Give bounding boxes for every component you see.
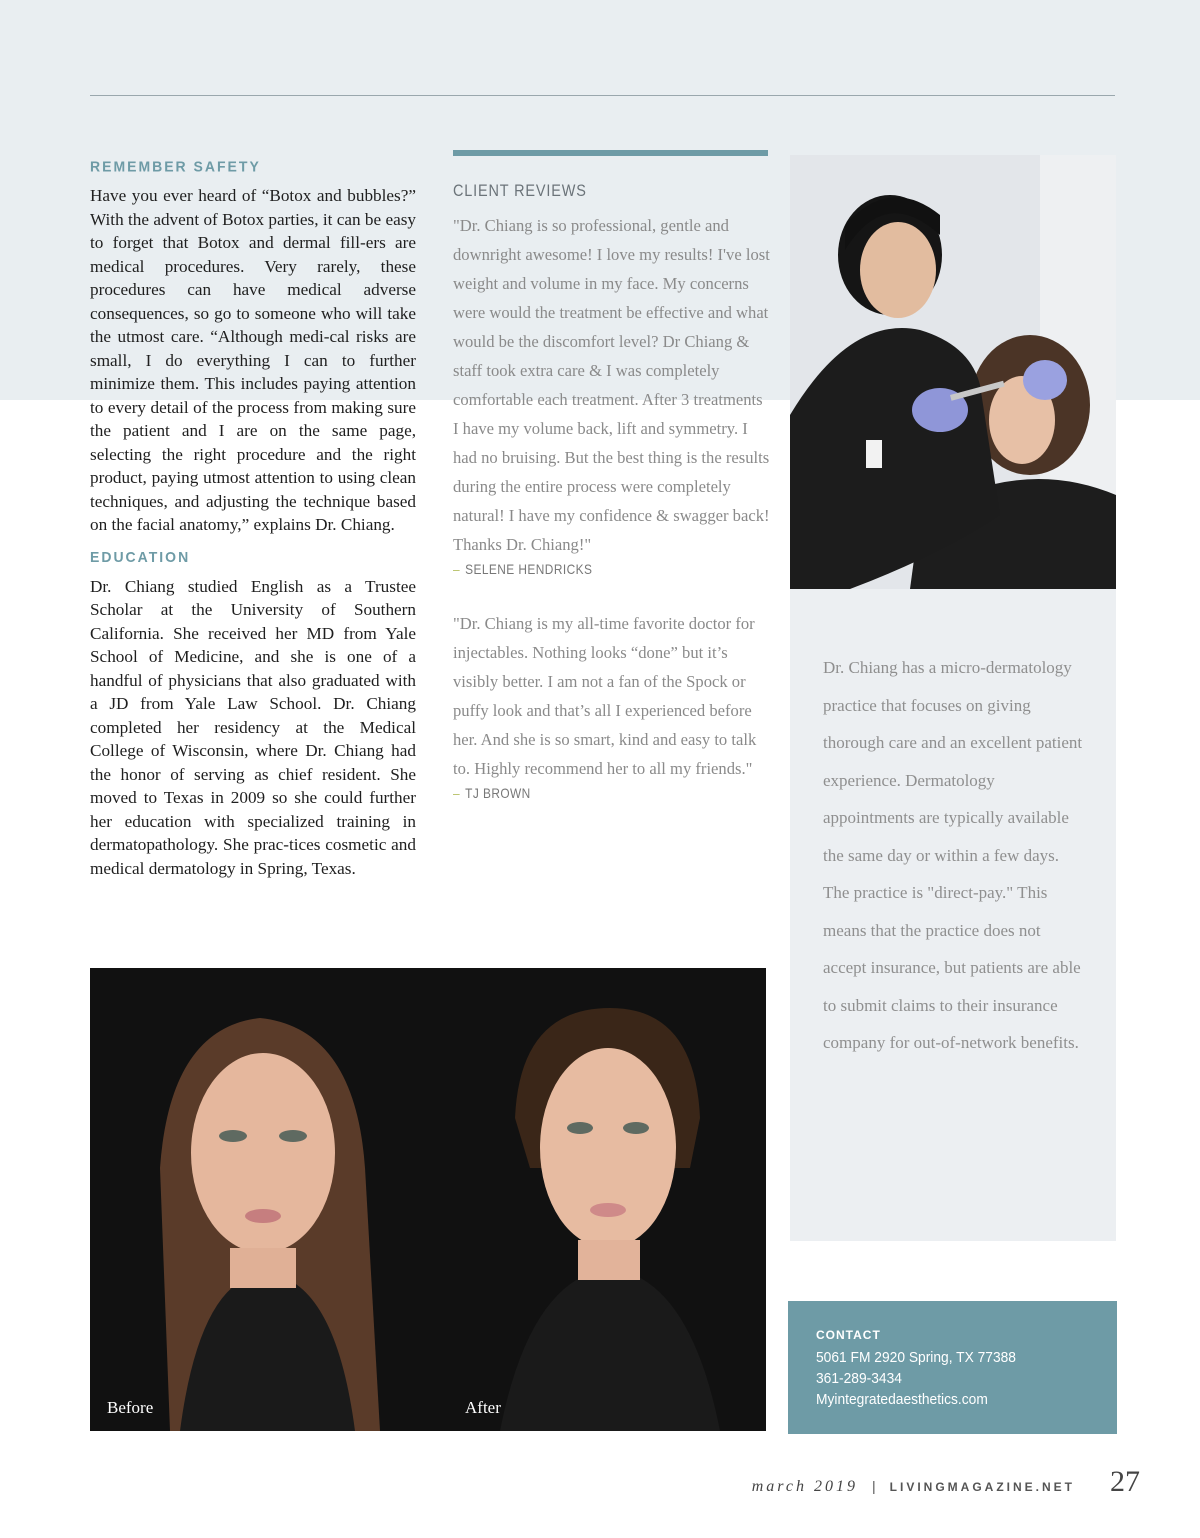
review-author-name: SELENE HENDRICKS bbox=[465, 561, 593, 577]
contact-box bbox=[788, 1301, 1117, 1434]
review-author-1 bbox=[453, 561, 723, 577]
contact-address: 5061 FM 2920 Spring, TX 77388 bbox=[816, 1349, 1016, 1366]
review-author-name: TJ BROWN bbox=[465, 785, 531, 801]
practice-info-box bbox=[790, 589, 1116, 1241]
dash-icon: – bbox=[453, 785, 461, 801]
contact-phone[interactable]: 361-289-3434 bbox=[816, 1370, 902, 1387]
before-after-illustration bbox=[90, 968, 766, 1431]
page-number: 27 bbox=[1110, 1465, 1140, 1498]
footer-separator: | bbox=[872, 1478, 876, 1494]
after-label: After bbox=[465, 1398, 501, 1417]
review-quote-1: "Dr. Chiang is so professional, gentle and downright awesome! I love my results! I've lost weight and volume in my face. My concerns were would the treatment be effective and what would be the discomfort level? Dr Chiang & staff took extra care & I was completely comfortable each treatment. After 3 treatments I have my volume back, lift and symmetry. I had no bruising. But the best thing is the results during the entire process were completely natural! I have my confidence & swagger back! Thanks Dr. Chiang!" bbox=[453, 216, 770, 554]
contact-content bbox=[816, 1328, 1033, 1410]
reviews-accent-bar bbox=[453, 150, 768, 156]
safety-heading: REMEMBER SAFETY bbox=[90, 157, 261, 175]
page-footer bbox=[752, 1465, 1140, 1499]
doctor-illustration bbox=[790, 155, 1116, 589]
review-author-2 bbox=[453, 785, 723, 801]
contact-heading: CONTACT bbox=[816, 1328, 881, 1342]
top-divider bbox=[90, 95, 1115, 96]
review-quote-2: "Dr. Chiang is my all-time favorite doctor for injectables. Nothing looks “done” but it’s visibly better. I am not a fan of the Spock or puffy look and that’s all I experienced before her. And she is so smart, kind and easy to talk to. Highly recommend her to all my friends." bbox=[453, 614, 757, 778]
before-label: Before bbox=[107, 1398, 154, 1417]
reviews-heading: CLIENT REVIEWS bbox=[453, 181, 587, 200]
dash-icon: – bbox=[453, 561, 461, 577]
safety-body: Have you ever heard of “Botox and bubbles?” With the advent of Botox parties, it can be easy to forget that Botox and dermal fill-ers are medical procedures. Very rarely, these procedures can have medical adverse consequences, so go to someone who will take the utmost care. “Although medi-cal risks are small, I do everything I can to further minimize them. This includes paying attention to every detail of the process from making sure the patient and I are on the same page, selecting the right procedure and the right product, paying utmost attention to using clean techniques, and adjusting the technique based on the facial anatomy,” explains Dr. Chiang. bbox=[90, 186, 416, 534]
practice-info-text: Dr. Chiang has a micro-dermatology practice that focuses on giving thorough care and an excellent patient experience. Dermatology appointments are typically available the same day or within a few days. The practice is "direct-pay." This means that the practice does not accept insurance, but patients are able to submit claims to their insurance company for out-of-network benefits. bbox=[823, 658, 1083, 1052]
main-column bbox=[90, 158, 416, 888]
magazine-site[interactable]: LIVINGMAGAZINE.NET bbox=[889, 1480, 1075, 1494]
doctor-photo bbox=[790, 155, 1116, 589]
reviews-column bbox=[453, 150, 771, 801]
issue-date: march 2019 bbox=[751, 1478, 859, 1495]
contact-website[interactable]: Myintegratedaesthetics.com bbox=[816, 1391, 988, 1408]
education-body: Dr. Chiang studied English as a Trustee Scholar at the University of Southern California. She received her MD from Yale School of Medicine, and she is one of a handful of physicians that also graduated with a JD from Yale Law School. Dr. Chiang completed her residency at the Medical College of Wisconsin, where Dr. Chiang had the honor of serving as chief resident. She moved to Texas in 2009 so she could further her education with specialized training in dermatopathology. She prac-tices cosmetic and medical dermatology in Spring, Texas. bbox=[90, 576, 416, 878]
before-after-photo bbox=[90, 968, 766, 1431]
education-heading: EDUCATION bbox=[90, 548, 191, 565]
